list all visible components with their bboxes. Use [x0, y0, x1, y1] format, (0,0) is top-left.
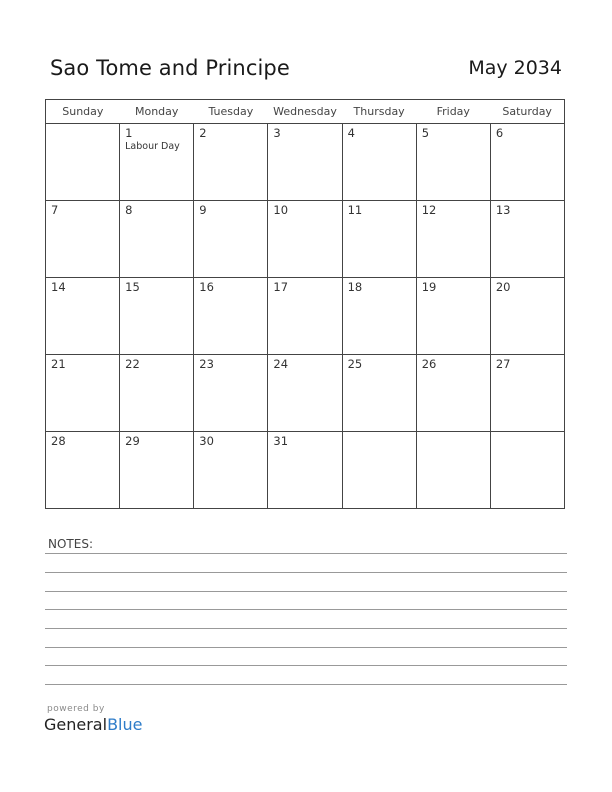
day-number: 26: [421, 357, 437, 371]
week-row: [46, 201, 565, 278]
notes-label: NOTES:: [48, 537, 93, 551]
day-number: 24: [273, 357, 289, 371]
day-cell: [120, 432, 194, 509]
day-cell: [194, 355, 268, 432]
day-cell: [490, 432, 564, 509]
day-cell: [268, 201, 342, 278]
weekday-header: Tuesday: [194, 100, 268, 124]
day-cell: [46, 355, 120, 432]
brand-blue-text: Blue: [107, 715, 143, 734]
day-cell: [194, 278, 268, 355]
day-cell: [120, 355, 194, 432]
day-number: 16: [199, 280, 214, 294]
weekday-header: Saturday: [490, 100, 564, 124]
weekday-header: Thursday: [342, 100, 416, 124]
month-year-title: May 2034: [468, 57, 562, 79]
day-cell: [416, 432, 490, 509]
day-cell: [342, 355, 416, 432]
day-number: 4: [347, 126, 355, 140]
day-number: 21: [51, 357, 66, 371]
weekday-header: Monday: [120, 100, 194, 124]
day-cell: [416, 201, 490, 278]
day-cell: [194, 201, 268, 278]
weekday-header: Wednesday: [268, 100, 342, 124]
day-number: 5: [421, 126, 430, 140]
day-cell: [194, 124, 268, 201]
day-number: 1: [125, 126, 133, 140]
day-number: 11: [347, 203, 363, 217]
day-cell: [490, 201, 564, 278]
day-cell: [268, 432, 342, 509]
powered-by-text: powered by: [47, 704, 105, 714]
day-cell: [416, 278, 490, 355]
day-cell: [268, 278, 342, 355]
generalblue-logo: [44, 704, 142, 734]
brand-general-text: General: [44, 715, 108, 734]
notes-line: [45, 684, 567, 685]
day-number: 20: [495, 280, 511, 294]
day-cell: [342, 278, 416, 355]
week-row: [46, 432, 565, 509]
notes-line: [45, 628, 567, 629]
notes-line: [45, 591, 567, 592]
notes-line: [45, 665, 567, 666]
day-cell: [490, 124, 564, 201]
weekday-header: Friday: [416, 100, 490, 124]
day-cell: [120, 201, 194, 278]
day-number: 22: [125, 357, 140, 371]
day-cell: [342, 124, 416, 201]
day-number: 30: [199, 434, 214, 448]
day-cell: [46, 201, 120, 278]
day-number: 6: [495, 126, 504, 140]
week-row: [46, 124, 565, 201]
day-cell: [194, 432, 268, 509]
day-number: 15: [125, 280, 140, 294]
weekday-header-row: [46, 100, 565, 124]
day-number: 19: [421, 280, 437, 294]
day-number: 17: [273, 280, 289, 294]
day-cell: [416, 355, 490, 432]
day-number: 10: [273, 203, 289, 217]
day-number: 23: [199, 357, 214, 371]
day-cell: [490, 355, 564, 432]
day-number: 29: [125, 434, 140, 448]
day-number: 12: [421, 203, 437, 217]
day-number: 14: [51, 280, 66, 294]
day-cell: [46, 278, 120, 355]
day-number: 9: [199, 203, 207, 217]
day-cell: [268, 355, 342, 432]
day-cell: [120, 124, 194, 201]
notes-line: [45, 609, 567, 610]
brand-name: [44, 715, 142, 734]
weekday-header: Sunday: [46, 100, 120, 124]
day-number: 27: [495, 357, 511, 371]
notes-line: [45, 647, 567, 648]
notes-line: [45, 572, 567, 573]
holiday-label: Labour Day: [125, 141, 180, 152]
country-title: Sao Tome and Principe: [50, 56, 290, 80]
day-cell: [46, 432, 120, 509]
day-cell: [268, 124, 342, 201]
day-number: 3: [273, 126, 281, 140]
week-row: [46, 278, 565, 355]
week-row: [46, 355, 565, 432]
day-number: 7: [51, 203, 59, 217]
day-cell: [342, 201, 416, 278]
day-number: 31: [273, 434, 289, 448]
day-cell: [416, 124, 490, 201]
day-cell: [46, 124, 120, 201]
day-cell: [120, 278, 194, 355]
day-number: 28: [51, 434, 66, 448]
notes-line: [45, 553, 567, 554]
day-number: 18: [347, 280, 363, 294]
day-number: 8: [125, 203, 133, 217]
day-number: 25: [347, 357, 363, 371]
day-cell: [490, 278, 564, 355]
day-cell: [342, 432, 416, 509]
day-number: 13: [495, 203, 511, 217]
day-number: 2: [199, 126, 207, 140]
calendar-grid: [45, 99, 565, 509]
